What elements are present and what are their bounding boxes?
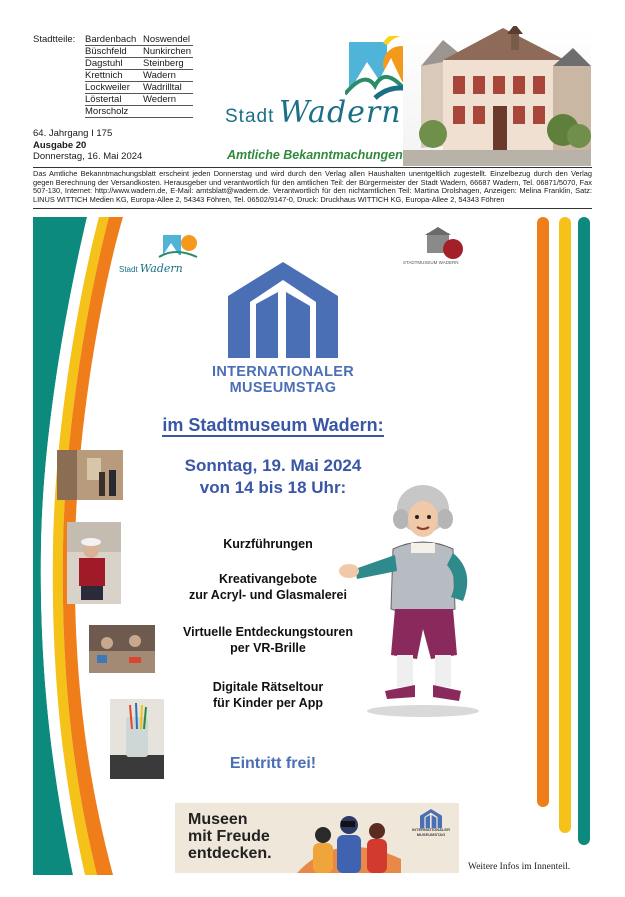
glass-painting-photo xyxy=(110,699,164,779)
museum-day-title xyxy=(173,364,393,396)
visitor-photo xyxy=(67,522,121,604)
district-row xyxy=(85,58,193,70)
offer-text: Virtuelle Entdeckungstouren xyxy=(183,625,353,639)
district-name: Krettnich xyxy=(85,70,123,81)
offer-text: Kreativangebote xyxy=(219,572,317,586)
more-info-note: Weitere Infos im Innenteil. xyxy=(468,862,571,872)
banner-museum-day-icon xyxy=(419,809,443,829)
museum-banner xyxy=(175,803,459,873)
offer-text: für Kinder per App xyxy=(213,695,323,710)
issue-info xyxy=(33,128,142,163)
banner-logo-line: INTERNATIONALER xyxy=(412,827,450,832)
publisher-info: Das Amtliche Bekanntmachungsblatt erscheint jeden Donnerstag und wird durch den Verlag allen Haushalten unentgeltlich zugestellt. Einzelbezug durch den Verlag gegen Berechnung der Versandkosten. Herausgeber und verantwortlich für den amtlichen Teil: der Bürgermeister der Stadt Wadern, 66687 Wadern, Tel. 06871/5070, Fax 507-130, Internet: http://www.wadern.de, E-Mail: amtsblatt@wadern.de. Verantwortlich für den nichtamtlichen Teil: Martina Drolshagen, Anzeigen: Melina Franklin, Satz: LINUS WITTICH Medien KG, Europa-Allee 2, 54343 Föhren, Tel. 06502/9147-0, Druck: Druckhaus WITTICH KG, Europa-Allee 2, 54343 Föhren xyxy=(33,169,592,204)
mascot-illustration xyxy=(335,479,485,719)
museum-logo-text: STADTMUSEUM WADERN xyxy=(403,260,459,265)
event-date: Sonntag, 19. Mai 2024 xyxy=(184,456,362,475)
museum-day-poster xyxy=(33,217,592,875)
location-line xyxy=(133,415,413,436)
district-row xyxy=(85,94,193,106)
district-row xyxy=(85,82,193,94)
issue-volume: 64. Jahrgang I 175 xyxy=(33,128,113,139)
district-name: Löstertal xyxy=(85,94,122,105)
district-name xyxy=(143,106,193,117)
district-name: Morscholz xyxy=(85,106,129,117)
workshop-photo xyxy=(89,625,155,673)
district-name: Büschfeld xyxy=(85,46,127,57)
header-divider-bottom xyxy=(33,208,592,209)
edition-number: 20 xyxy=(75,139,87,151)
offer-text: per VR-Brille xyxy=(230,640,306,655)
district-name: Wadern xyxy=(143,70,176,81)
mini-city-logo-icon xyxy=(119,229,199,261)
district-row xyxy=(85,34,193,46)
district-name: Nunkirchen xyxy=(143,46,192,57)
issue-edition xyxy=(33,140,142,152)
mini-logo-text xyxy=(119,262,183,275)
museum-day-logo-icon xyxy=(228,262,338,362)
districts-label: Stadtteile: xyxy=(33,34,76,45)
mini-logo-stadt: Stadt xyxy=(119,265,138,274)
district-row xyxy=(85,70,193,82)
district-row xyxy=(85,46,193,58)
location-text: im Stadtmuseum Wadern: xyxy=(162,415,384,435)
museum-building-icon xyxy=(401,227,475,259)
header-divider xyxy=(33,167,592,168)
banner-line: Museen xyxy=(188,811,248,828)
banner-line: entdecken. xyxy=(188,845,272,862)
banner-logo-text xyxy=(409,827,453,837)
mini-logo-name: Wadern xyxy=(139,262,183,275)
district-name: Bardenbach xyxy=(85,34,137,45)
brand-name: Wadern xyxy=(278,95,402,130)
offer-text: Kurzführungen xyxy=(223,537,313,551)
museum-day-line2: MUSEUMSTAG xyxy=(229,380,337,396)
brand-subtitle: Amtliche Bekanntmachungen xyxy=(227,148,403,162)
stadtmuseum-logo xyxy=(401,227,475,277)
districts-grid xyxy=(85,34,193,118)
district-name: Steinberg xyxy=(143,58,184,69)
issue-date: Donnerstag, 16. Mai 2024 xyxy=(33,151,143,162)
district-name: Dagstuhl xyxy=(85,58,123,69)
admission-free: Eintritt frei! xyxy=(229,755,317,772)
brand-stadt: Stadt xyxy=(225,106,275,127)
district-name: Noswendel xyxy=(143,34,190,45)
town-hall-photo xyxy=(403,26,591,166)
banner-text xyxy=(188,811,272,862)
poster-city-logo xyxy=(119,229,219,277)
district-row xyxy=(85,106,193,118)
banner-line: mit Freude xyxy=(188,828,270,845)
district-name: Lockweiler xyxy=(85,82,130,93)
banner-logo-line: MUSEUMSTAG xyxy=(416,832,446,837)
exhibition-photo xyxy=(57,450,123,500)
district-name: Wadrilltal xyxy=(143,82,182,93)
museum-day-line1: INTERNATIONALER xyxy=(212,364,354,380)
offer-text: Digitale Rätseltour xyxy=(212,680,324,694)
event-time: von 14 bis 18 Uhr: xyxy=(199,478,347,497)
banner-visitors-illustration xyxy=(297,809,401,873)
edition-label: Ausgabe xyxy=(33,139,74,151)
brand-title xyxy=(225,95,402,130)
district-name: Wedern xyxy=(143,94,177,105)
offer-text: zur Acryl- und Glasmalerei xyxy=(189,587,347,602)
